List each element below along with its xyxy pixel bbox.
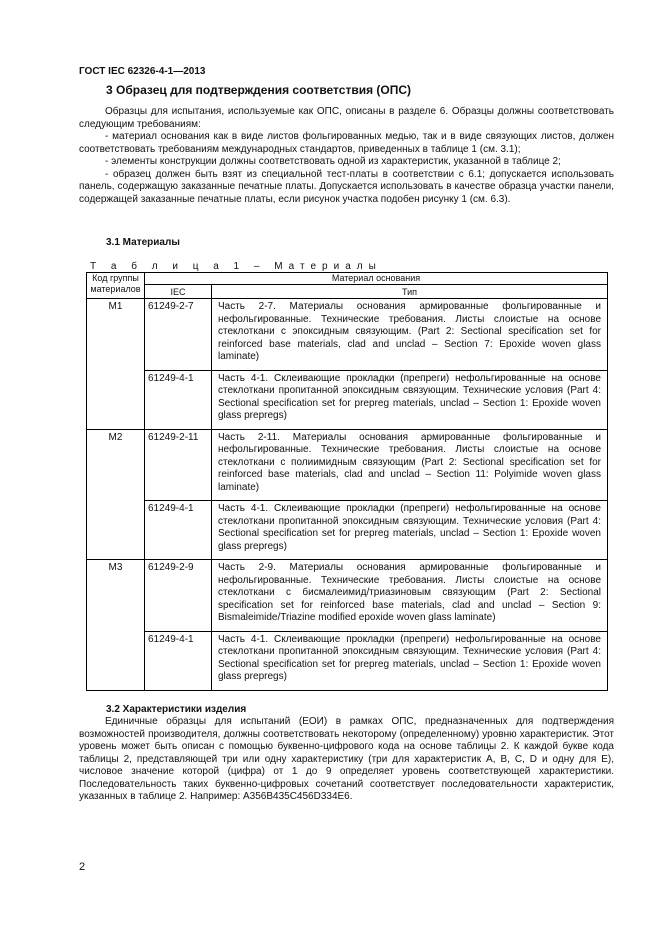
table-row: [87, 299, 608, 371]
type-cell: Часть 4-1. Склеивающие прокладки (препреги) нефольгированные на основе стеклоткани пропитанной эпоксидным связующим. Технические условия (Part 4: Sectional specification set for prepreg materials, unclad – Section 1: Epoxide woven glass prepregs): [212, 501, 608, 560]
group-code-cell: [87, 501, 145, 560]
table-row: [87, 560, 608, 632]
group-code-cell: M1: [87, 299, 145, 371]
document-code: ГОСТ IEC 62326-4-1—2013: [79, 66, 206, 77]
table-row: [87, 501, 608, 560]
group-code-cell: [87, 631, 145, 690]
type-cell: Часть 4-1. Склеивающие прокладки (препреги) нефольгированные на основе стеклоткани пропитанной эпоксидным связующим. Технические условия (Part 4: Sectional specification set for prepreg materials, unclad – Section 1: Epoxide woven glass prepregs): [212, 370, 608, 429]
section-3-list-item: - материал основания как в виде листов фольгированных медью, так и в виде связующих листов, должен соответствовать требованиям международных стандартов, приведенных в таблице 1 (см. 3.1);: [79, 131, 614, 155]
group-code-cell: M3: [87, 560, 145, 632]
header-base-material: Материал основания: [145, 273, 608, 285]
section-3-2-title: 3.2 Характеристики изделия: [106, 704, 247, 715]
section-3-title: 3 Образец для подтверждения соответствия (ОПС): [106, 83, 412, 97]
type-cell: Часть 2-11. Материалы основания армированные фольгированные и нефольгированные. Технические требования. Листы слоистые на основе стеклоткани с полиимидным связующим (Part 2: Sectional specification set for reinforced base materials, clad and unclad – Section 11: Polyimide woven glass laminate): [212, 429, 608, 501]
group-code-cell: M2: [87, 429, 145, 501]
table-subheader-row: [87, 284, 608, 299]
section-3-2-body: [79, 716, 614, 804]
header-type: Тип: [212, 284, 608, 299]
iec-cell: 61249-2-11: [145, 429, 212, 501]
page-number: 2: [79, 861, 86, 873]
iec-cell: 61249-4-1: [145, 631, 212, 690]
iec-cell: 61249-2-9: [145, 560, 212, 632]
section-3-2-paragraph: Единичные образцы для испытаний (ЕОИ) в рамках ОПС, предназначенных для подтверждения возможностей производителя, должны соответствовать некоторому (определенному) уровню характеристик. Этот уровень может быть описан с помощью буквенно-цифрового кода на основе таблицы 2. К каждой букве кода таблицы 2, представляющей три или одну характеристику (три для характеристик A, B, C, D и одну для E), числовое значение которой (цифра) от 1 до 9 определяет уровень соответствующей характеристики. Последовательность таких буквенно-цифровых сочетаний соответствует последовательности характеристик, указанных в таблице 2. Например: A356B435C456D334E6.: [79, 716, 614, 802]
section-3-list-item: - элементы конструкции должны соответствовать одной из характеристик, указанной в таблице 2;: [105, 156, 561, 167]
table-row: [87, 370, 608, 429]
iec-cell: 61249-4-1: [145, 501, 212, 560]
group-code-cell: [87, 370, 145, 429]
header-group-code: Код группы материалов: [87, 273, 145, 299]
table-row: [87, 429, 608, 501]
section-3-paragraph: Образцы для испытания, используемые как ОПС, описаны в разделе 6. Образцы должны соответствовать следующим требованиям:: [79, 106, 614, 130]
materials-table: [86, 272, 608, 691]
table-row: [87, 631, 608, 690]
section-3-1-title: 3.1 Материалы: [106, 237, 180, 248]
iec-cell: 61249-2-7: [145, 299, 212, 371]
iec-cell: 61249-4-1: [145, 370, 212, 429]
table-title: Т а б л и ц а 1 – Материалы: [90, 261, 382, 272]
type-cell: Часть 2-7. Материалы основания армированные фольгированные и нефольгированные. Технические требования. Листы слоистые на основе стеклоткани с эпоксидным связующим. (Part 2: Sectional specification set for reinforced base materials, clad and unclad – Section 7: Epoxide woven glass laminate): [212, 299, 608, 371]
table-header-row: [87, 273, 608, 285]
type-cell: Часть 4-1. Склеивающие прокладки (препреги) нефольгированные на основе стеклоткани пропитанной эпоксидным связующим. Технические условия (Part 4: Sectional specification set for prepreg materials, unclad – Section 1: Epoxide woven glass prepregs): [212, 631, 608, 690]
type-cell: Часть 2-9. Материалы основания армированные фольгированные и нефольгированные. Технические требования. Листы слоистые на основе стеклоткани с бисмалеимид/триазиновым связующим (Part 2: Sectional specification set for reinforced base materials, clad and unclad – Section 9: Bismaleimide/Triazine modified epoxide woven glass laminate): [212, 560, 608, 632]
section-3-list-item: - образец должен быть взят из специальной тест-платы в соответствии с 6.1; допускается использовать панель, содержащую заказанные печатные платы. Допускается использовать в качестве образца участки панели, содержащей заказанные печатные платы, если рисунок участка подобен рисунку 1 (см. 6.3).: [79, 168, 614, 205]
section-3-body: [79, 106, 614, 206]
header-iec: IEC: [145, 284, 212, 299]
